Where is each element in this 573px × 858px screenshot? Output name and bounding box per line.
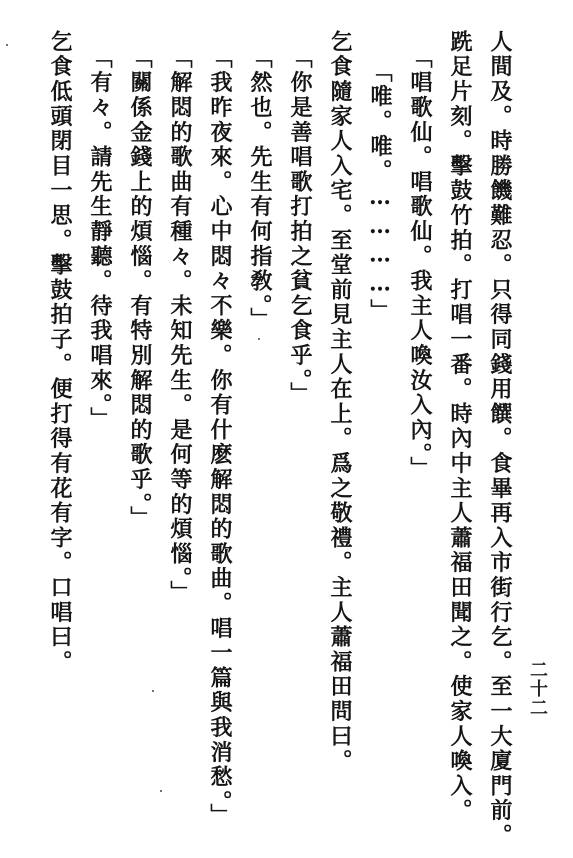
scan-speck [160, 790, 162, 792]
scan-speck [6, 44, 8, 46]
text-column-5: 乞食隨家人入宅。至堂前見主人在上。爲之敬禮。主人蕭福田問曰。 [327, 30, 353, 774]
text-column-9: 「解悶的歌曲有種々。未知先生。是何等的煩惱。」 [167, 46, 193, 606]
text-column-4: 「唯。唯。…………」 [367, 60, 393, 324]
text-column-7: 「然也。先生有何指敎。」 [247, 46, 273, 333]
text-column-12: 乞食低頭閉目一思。擊鼓拍子。便打得有花有字。口唱曰。 [47, 30, 73, 675]
text-column-1: 人間及。時勝饑難忍。只得同錢用饌。食畢再入市街行乞。至一大廈門前。 [487, 30, 513, 849]
text-column-8: 「我昨夜來。心中悶々不樂。你有什麽解悶的歌曲。唱一篇與我消愁。」 [207, 46, 233, 829]
text-column-11: 「有々。請先生靜聽。待我唱來。」 [87, 46, 113, 432]
text-column-3: 「唱歌仙。唱歌仙。我主人喚汝入內。」 [407, 46, 433, 482]
page-number: 二十二 [527, 660, 548, 717]
scan-speck [258, 338, 260, 340]
scan-speck [152, 690, 154, 692]
text-column-10: 「關係金錢上的煩惱。有特別解悶的歌乎。」 [127, 46, 153, 531]
text-column-6: 「你是善唱歌打拍之貧乞食乎。」 [287, 46, 313, 407]
text-column-2: 跣足片刻。擊鼓竹拍。打唱一番。時內中主人蕭福田聞之。使家人喚入。 [447, 30, 473, 824]
